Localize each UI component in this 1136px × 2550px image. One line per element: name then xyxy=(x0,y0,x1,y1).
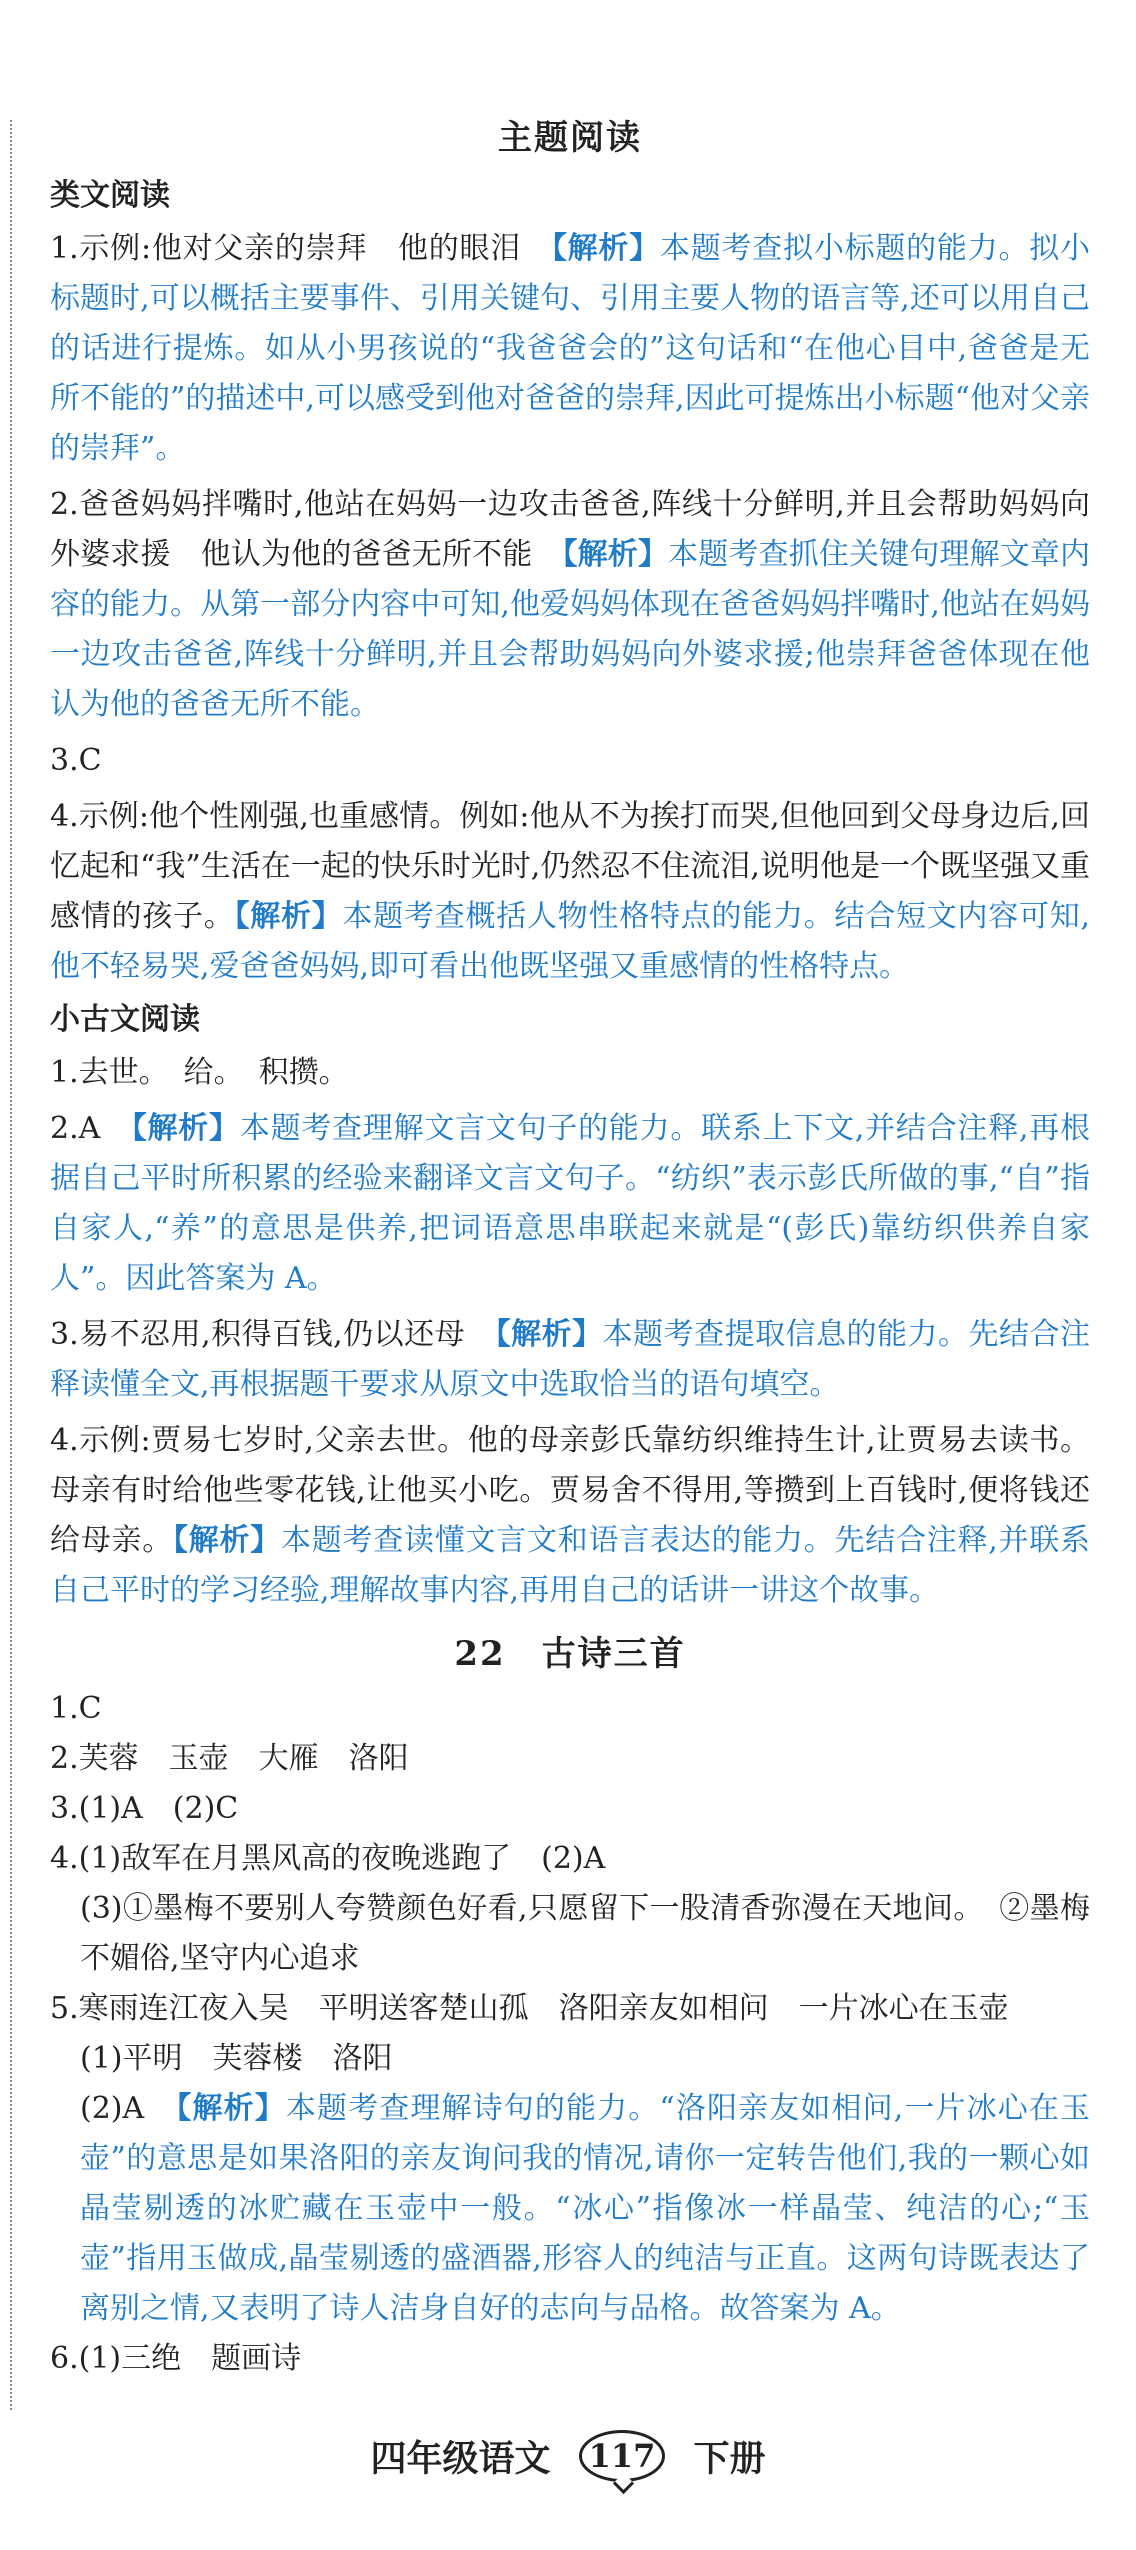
analysis-text: 本题考查理解诗句的能力。“洛阳亲友如相问,一片冰心在玉壶”的意思是如果洛阳的亲友询问我的情况,请你一定转告他们,我的一颗心如晶莹剔透的冰贮藏在玉壶中一般。“冰心”指像冰一样晶莹、纯洁的心;“玉壶”指用玉做成,晶莹剔透的盛酒器,形容人的纯洁与正直。这两句诗既表达了离别之情,又表明了诗人洁身自好的志向与品格。故答案为 A。 xyxy=(80,2091,1091,2326)
answer-text: 4.示例:他个性刚强,也重感情。例如:他从不为挨打而哭,但他回到父母身边后,回忆起和“我”生活在一起的快乐时光时,仍然忍不住流泪,说明他是一个既坚强又重感情的孩子。 xyxy=(50,799,1090,934)
answer-text: 2.爸爸妈妈拌嘴时,他站在妈妈一边攻击爸爸,阵线十分鲜明,并且会帮助妈妈向外婆求援 他认为他的爸爸无所不能 xyxy=(50,487,1090,572)
answer-item-a5: 5.寒雨连江夜入吴 平明送客楚山孤 洛阳亲友如相问 一片冰心在玉壶 xyxy=(50,1991,1009,2026)
answer-item-a4: 4.(1)敌军在月黑风高的夜晚逃跑了 (2)A xyxy=(50,1841,606,1876)
answer-item-g2 xyxy=(50,1104,1090,1304)
answer-item-a5-part1: (1)平明 芙蓉楼 洛阳 xyxy=(80,2041,393,2076)
answer-item-g4 xyxy=(50,1416,1090,1616)
answer-item-q4 xyxy=(50,792,1090,992)
left-margin-rule xyxy=(10,120,12,2410)
section-title-lesson-22: 22 古诗三首 xyxy=(454,1634,686,1674)
answer-item-a2: 2.芙蓉 玉壶 大雁 洛阳 xyxy=(50,1741,409,1776)
answer-item-q1 xyxy=(50,224,1090,474)
analysis-text: 本题考查拟小标题的能力。拟小标题时,可以概括主要事件、引用关键句、引用主要人物的语言等,还可以用自己的话进行提炼。如从小男孩说的“我爸爸会的”这句话和“在他心目中,爸爸是无所不能的”的描述中,可以感受到他对爸爸的崇拜,因此可提炼出小标题“他对父亲的崇拜”。 xyxy=(50,231,1091,466)
answer-text: 1.示例:他对父亲的崇拜 他的眼泪 xyxy=(50,231,552,266)
section-title-theme-reading: 主题阅读 xyxy=(498,118,642,158)
answer-item-a5-part2 xyxy=(50,2084,1090,2334)
answer-item-a4-part3: (3)①墨梅不要别人夸赞颜色好看,只愿留下一股清香弥漫在天地间。 ②墨梅 不媚俗,坚守内心追求 xyxy=(80,1891,1120,1976)
analysis-tag: 【解析】 xyxy=(176,2091,286,2126)
analysis-text: 本题考查提取信息的能力。先结合注释读懂全文,再根据题干要求从原文中选取恰当的语句填空。 xyxy=(50,1317,1091,1402)
answer-content xyxy=(50,108,1120,2384)
answer-text: 3.易不忍用,积得百钱,仍以还母 xyxy=(50,1317,496,1352)
answer-item-g1: 1.去世。 给。 积攒。 xyxy=(50,1055,349,1090)
answer-text: 4.示例:贾易七岁时,父亲去世。他的母亲彭氏靠纺织维持生计,让贾易去读书。母亲有时给他些零花钱,让他买小吃。贾易舍不得用,等攒到上百钱时,便将钱还给母亲。 xyxy=(50,1423,1090,1558)
footer-grade-subject: 四年级语文 xyxy=(370,2438,551,2480)
answer-item-q2 xyxy=(50,480,1090,730)
analysis-text: 本题考查抓住关键句理解文章内容的能力。从第一部分内容中可知,他爱妈妈体现在爸爸妈妈拌嘴时,他站在妈妈一边攻击爸爸,阵线十分鲜明,并且会帮助妈妈向外婆求援;他崇拜爸爸体现在他认为他的爸爸无所不能。 xyxy=(50,537,1091,722)
footer-volume: 下册 xyxy=(693,2438,766,2480)
answer-text: 2.A xyxy=(50,1111,132,1146)
page-number: 117 xyxy=(579,2430,665,2482)
answer-item-a6: 6.(1)三绝 题画诗 xyxy=(50,2341,302,2376)
analysis-tag: 【解析】 xyxy=(495,1317,603,1352)
analysis-tag: 【解析】 xyxy=(551,231,660,266)
analysis-text: 本题考查概括人物性格特点的能力。结合短文内容可知,他不轻易哭,爱爸爸妈妈,即可看出他既坚强又重感情的性格特点。 xyxy=(50,899,1091,984)
answer-item-a1: 1.C xyxy=(50,1691,102,1726)
analysis-tag: 【解析】 xyxy=(562,537,669,572)
page-footer xyxy=(0,2430,1136,2482)
analysis-tag: 【解析】 xyxy=(173,1523,281,1558)
analysis-tag: 【解析】 xyxy=(131,1111,240,1146)
analysis-text: 本题考查读懂文言文和语言表达的能力。先结合注释,并联系自己平时的学习经验,理解故事内容,再用自己的话讲一讲这个故事。 xyxy=(50,1523,1090,1608)
analysis-text: 本题考查理解文言文句子的能力。联系上下文,并结合注释,再根据自己平时所积累的经验来翻译文言文句子。“纺织”表示彭氏所做的事,“自”指自家人,“养”的意思是供养,把词语意思串联起来就是“(彭氏)靠纺织供养自家人”。因此答案为 A。 xyxy=(50,1111,1090,1296)
subsection-title-classical-reading: 小古文阅读 xyxy=(50,1002,200,1037)
answer-item-a3: 3.(1)A (2)C xyxy=(50,1791,239,1826)
answer-text: (2)A xyxy=(80,2091,177,2126)
answer-item-g3 xyxy=(50,1310,1090,1410)
answer-item-q3: 3.C xyxy=(50,743,102,778)
subsection-title-similar-text: 类文阅读 xyxy=(50,178,170,213)
analysis-tag: 【解析】 xyxy=(234,899,343,934)
